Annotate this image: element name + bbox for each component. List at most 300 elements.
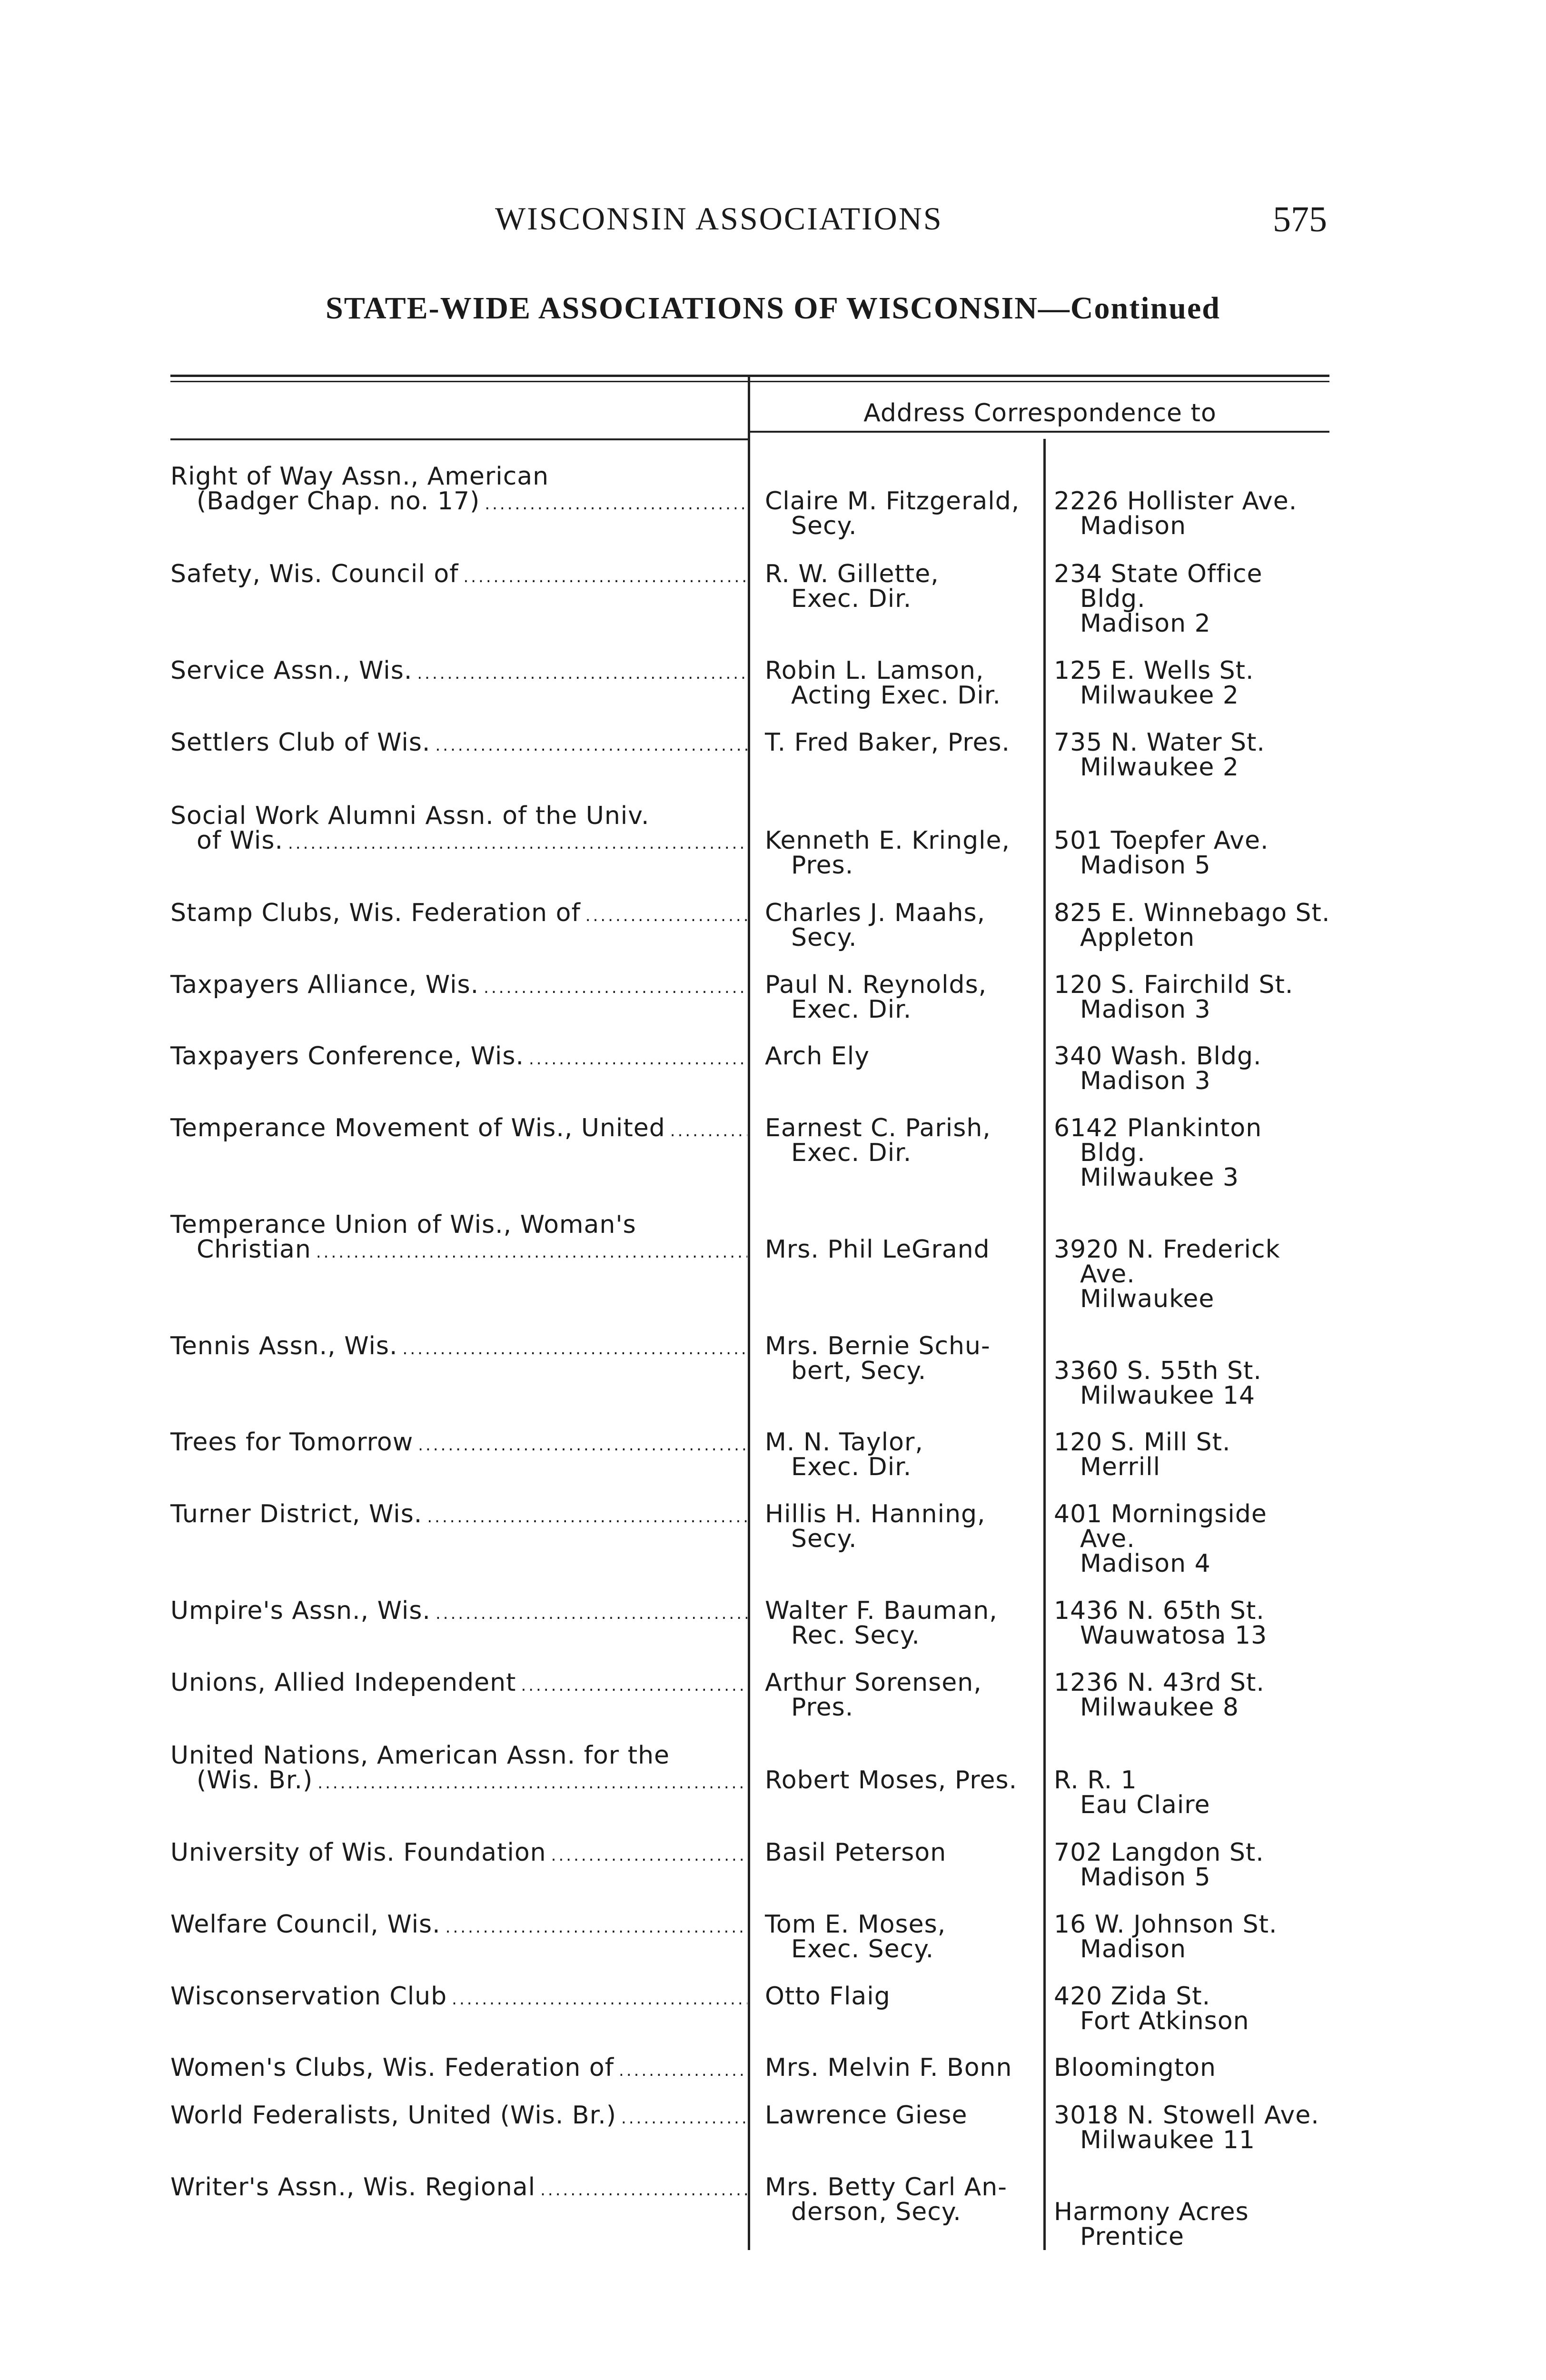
contact-address-text: Appleton [1080,923,1195,952]
contact-person-line [765,1455,1042,1479]
contact-address-line [1054,828,1339,853]
dot-leader [317,1768,747,1795]
contact-address-line [1054,1044,1339,1069]
organization-name-text: Temperance Movement of Wis., United [170,1114,665,1142]
organization-name-text: Welfare Council, Wis. [170,1910,441,1939]
dot-leader [521,1670,747,1698]
organization-name-line [170,2055,747,2080]
contact-address-text: Milwaukee 3 [1080,1163,1239,1192]
dot-leader [529,1044,747,1071]
organization-name [170,1670,747,1695]
contact-address [1054,972,1339,1022]
contact-address-line [1054,562,1339,586]
contact-person-line [765,1116,1042,1140]
dot-leader [463,562,747,589]
contact-address-line [1054,1359,1339,1383]
contact-person-text: Paul N. Reynolds, [765,971,987,999]
contact-address-text: Milwaukee 11 [1080,2126,1256,2154]
contact-person-text: T. Fred Baker, Pres. [765,728,1011,757]
contact-address-text: 125 E. Wells St. [1054,656,1254,685]
contact-address [1054,562,1339,636]
organization-name-line [170,1430,747,1455]
contact-address-text: Milwaukee 8 [1080,1693,1239,1722]
organization-name [170,1840,747,1865]
contact-person-line [765,2200,1042,2224]
contact-address-text: 120 S. Mill St. [1054,1428,1231,1457]
dot-leader [619,2055,747,2083]
contact-person [765,901,1042,950]
contact-address-line [1054,1383,1339,1408]
contact-address-text: 420 Zida St. [1054,1982,1211,2011]
contact-person [765,2055,1042,2080]
organization-name-text: Christian [197,1235,311,1264]
organization-name-line [170,803,747,828]
dot-leader [621,2103,747,2131]
contact-address-line [1054,1912,1339,1937]
contact-address-line [1054,997,1339,1022]
contact-address [1054,828,1339,878]
contact-person [765,658,1042,708]
contact-address-text: Madison [1080,512,1187,540]
contact-person-line [765,1598,1042,1623]
dot-leader [418,1430,747,1458]
organization-name-text: World Federalists, United (Wis. Br.) [170,2101,617,2130]
contact-person-text: Exec. Dir. [791,1453,912,1481]
organization-name-line [170,1670,747,1695]
organization-name-line [170,1116,747,1140]
organization-name-line [170,1984,747,2009]
contact-address-line [1054,2200,1339,2224]
contact-address [1054,1912,1339,1962]
contact-person-text: Exec. Dir. [791,995,912,1024]
organization-name [170,2103,747,2128]
contact-person [765,1840,1042,1865]
contact-address-line [1054,853,1339,878]
organization-name [170,1984,747,2009]
contact-person [765,730,1042,755]
organization-name-text: Taxpayers Conference, Wis. [170,1042,524,1071]
dot-leader [452,1984,747,2012]
contact-person-line [765,1937,1042,1962]
contact-address-text: Madison 3 [1080,1067,1211,1095]
contact-address [1054,658,1339,708]
contact-address-text: Madison [1080,1935,1187,1964]
contact-person-text: Arthur Sorensen, [765,1668,982,1697]
contact-person [765,2103,1042,2128]
contact-person [765,1044,1042,1069]
contact-person-text: Rec. Secy. [791,1621,920,1650]
contact-person-line [765,730,1042,755]
contact-address-text: Ave. [1080,1260,1135,1289]
contact-address-line [1054,489,1339,514]
organization-name [170,1212,747,1262]
contact-address [1054,1840,1339,1890]
contact-address-text: 735 N. Water St. [1054,728,1265,757]
contact-person-line [765,1912,1042,1937]
organization-name [170,730,747,755]
organization-name-text: (Badger Chap. no. 17) [197,487,480,516]
organization-name-line [170,2175,747,2200]
contact-person [765,972,1042,1022]
contact-address-text: 501 Toepfer Ave. [1054,826,1269,855]
contact-address-text: Milwaukee 14 [1080,1381,1256,1410]
contact-person-line [765,1623,1042,1648]
contact-address-text: Milwaukee [1080,1285,1215,1313]
contact-person-text: Acting Exec. Dir. [791,681,1001,710]
organization-name-text: Right of Way Assn., American [170,462,549,491]
contact-address-line [1054,1455,1339,1479]
contact-address-line [1054,925,1339,950]
contact-person-text: Mrs. Phil LeGrand [765,1235,990,1264]
contact-address [1054,1598,1339,1648]
organization-name-line [170,901,747,925]
contact-address-line [1054,972,1339,997]
organization-name-line [170,828,747,853]
contact-person-line [765,2055,1042,2080]
contact-person-text: Earnest C. Parish, [765,1114,991,1142]
contact-address-line [1054,514,1339,538]
contact-person-line [765,1984,1042,2009]
organization-name-text: Unions, Allied Independent [170,1668,516,1697]
organization-name-text: (Wis. Br.) [197,1766,313,1795]
dot-leader [417,658,747,686]
organization-name-text: Taxpayers Alliance, Wis. [170,971,479,999]
organization-name [170,658,747,683]
contact-address-line [1054,1793,1339,1817]
contact-address [1054,1502,1339,1576]
organization-name-line [170,464,747,489]
contact-person-text: Mrs. Bernie Schu- [765,1332,991,1360]
contact-person-text: derson, Secy. [791,2198,961,2226]
dot-leader [427,1502,747,1529]
contact-person-text: Charles J. Maahs, [765,899,986,927]
contact-address-text: Merrill [1080,1453,1161,1481]
contact-address-text: Bldg. [1080,585,1146,613]
contact-person-text: bert, Secy. [791,1357,927,1385]
contact-person [765,1237,1042,1262]
contact-address-line [1054,1430,1339,1455]
contact-address-text: 825 E. Winnebago St. [1054,899,1330,927]
organization-name [170,1598,747,1623]
column-header: Address Correspondence to [863,399,1217,427]
organization-name [170,464,747,514]
contact-person [765,1768,1042,1793]
dot-leader [288,828,747,856]
contact-address-line [1054,730,1339,755]
organization-name [170,1044,747,1069]
contact-address-text: 340 Wash. Bldg. [1054,1042,1262,1071]
organization-name-text: Tennis Assn., Wis. [170,1332,398,1360]
contact-address-line [1054,1598,1339,1623]
contact-address-text: Eau Claire [1080,1791,1210,1819]
contact-address-text: Wauwatosa 13 [1080,1621,1268,1650]
contact-person-line [765,997,1042,1022]
contact-address-text: Madison 3 [1080,995,1211,1024]
contact-address-text: 702 Langdon St. [1054,1838,1264,1867]
contact-person-text: Pres. [791,851,854,880]
contact-person-line [765,853,1042,878]
organization-name-text: Temperance Union of Wis., Woman's [170,1210,636,1239]
contact-person-line [765,1768,1042,1793]
contact-person-text: Secy. [791,923,857,952]
contact-address-line [1054,1695,1339,1720]
contact-person [765,562,1042,611]
organization-name [170,901,747,925]
organization-name-text: Safety, Wis. Council of [170,560,459,588]
contact-person-text: Pres. [791,1693,854,1722]
organization-name [170,1743,747,1793]
contact-person-line [765,1334,1042,1359]
contact-address-line [1054,1140,1339,1165]
contact-address-text: Milwaukee 2 [1080,681,1239,710]
contact-person-text: Exec. Dir. [791,1139,912,1167]
page-title: WISCONSIN ASSOCIATIONS [495,200,943,237]
contact-person-text: M. N. Taylor, [765,1428,923,1457]
organization-name [170,562,747,586]
contact-address [1054,1116,1339,1190]
contact-address-line [1054,1502,1339,1527]
organization-name-line [170,658,747,683]
contact-person-line [765,658,1042,683]
contact-address-line [1054,1165,1339,1190]
organization-name [170,1912,747,1937]
contact-address-line [1054,611,1339,636]
contact-address-line [1054,1937,1339,1962]
organization-name-line [170,1840,747,1865]
contact-address-text: Ave. [1080,1525,1135,1553]
contact-address [1054,1984,1339,2033]
contact-address-line [1054,1984,1339,2009]
contact-person-text: Otto Flaig [765,1982,891,2011]
organization-name-text: Turner District, Wis. [170,1500,423,1528]
organization-name-line [170,1912,747,1937]
organization-name-text: Writer's Assn., Wis. Regional [170,2173,536,2202]
contact-person-line [765,586,1042,611]
contact-person-line [765,2103,1042,2128]
contact-address-text: 3018 N. Stowell Ave. [1054,2101,1319,2130]
contact-person-line [765,1044,1042,1069]
contact-address-line [1054,1623,1339,1648]
organization-name-text: Settlers Club of Wis. [170,728,431,757]
contact-address [1054,2103,1339,2152]
contact-address-line [1054,1069,1339,1093]
contact-person-text: Walter F. Bauman, [765,1597,998,1625]
contact-person-text: Exec. Secy. [791,1935,934,1964]
contact-person [765,1334,1042,1383]
organization-name [170,1502,747,1527]
contact-address [1054,2200,1339,2249]
organization-name-line [170,1598,747,1623]
contact-address [1054,1430,1339,1479]
contact-person-line [765,1670,1042,1695]
contact-address-text: Harmony Acres [1054,2198,1249,2226]
contact-address [1054,1768,1339,1817]
contact-address-text: R. R. 1 [1054,1766,1137,1795]
dot-leader [540,2175,747,2202]
contact-person [765,1598,1042,1648]
contact-address-text: Prentice [1080,2222,1185,2251]
contact-person-line [765,901,1042,925]
contact-person-line [765,489,1042,514]
contact-address-text: 1436 N. 65th St. [1054,1597,1265,1625]
contact-person-line [765,972,1042,997]
contact-address-line [1054,1527,1339,1551]
contact-address-text: Milwaukee 2 [1080,753,1239,782]
contact-address-text: Madison 2 [1080,609,1211,638]
contact-person-text: Tom E. Moses, [765,1910,946,1939]
contact-address [1054,1237,1339,1311]
contact-person-line [765,1502,1042,1527]
contact-address [1054,2055,1339,2080]
organization-name-line [170,730,747,755]
contact-address-text: 234 State Office [1054,560,1263,588]
contact-address-line [1054,1237,1339,1262]
contact-address-line [1054,755,1339,780]
contact-address-line [1054,2103,1339,2128]
contact-person [765,2175,1042,2224]
contact-person [765,1116,1042,1165]
contact-person [765,1984,1042,2009]
contact-person [765,1502,1042,1551]
organization-name-line [170,1237,747,1262]
page-number: 575 [1273,199,1327,239]
contact-address-line [1054,1840,1339,1865]
contact-address-text: Madison 4 [1080,1549,1211,1578]
contact-person-text: Robert Moses, Pres. [765,1766,1018,1795]
section-subtitle: STATE-WIDE ASSOCIATIONS OF WISCONSIN—Continued [326,291,1220,326]
contact-person-line [765,1430,1042,1455]
contact-address-line [1054,1262,1339,1287]
organization-name-line [170,1768,747,1793]
contact-address [1054,1359,1339,1408]
contact-person-text: R. W. Gillette, [765,560,939,588]
contact-address-line [1054,1865,1339,1890]
contact-person [765,489,1042,538]
organization-name-text: Social Work Alumni Assn. of the Univ. [170,802,650,830]
contact-person-text: Basil Peterson [765,1838,947,1867]
contact-address [1054,901,1339,950]
contact-address-text: Madison 5 [1080,851,1211,880]
organization-name-text: Service Assn., Wis. [170,656,413,685]
organization-name-line [170,1502,747,1527]
dot-leader [446,1912,747,1940]
organization-name-line [170,562,747,586]
contact-address-text: 401 Morningside [1054,1500,1267,1528]
contact-person [765,828,1042,878]
contact-address-line [1054,1768,1339,1793]
column-divider-2 [1043,439,1046,2250]
organization-name-line [170,1212,747,1237]
header-rule-right [750,431,1329,433]
contact-address-line [1054,2055,1339,2080]
contact-person-text: Kenneth E. Kringle, [765,826,1011,855]
contact-person-text: Mrs. Melvin F. Bonn [765,2053,1012,2082]
contact-person-line [765,1527,1042,1551]
contact-address-line [1054,2224,1339,2249]
contact-person-line [765,683,1042,708]
dot-leader [436,1598,747,1626]
contact-address-text: 1236 N. 43rd St. [1054,1668,1265,1697]
contact-address [1054,730,1339,780]
header-rule-left [170,438,748,440]
contact-address-line [1054,1116,1339,1140]
organization-name-line [170,2103,747,2128]
contact-person-line [765,562,1042,586]
contact-person-text: Exec. Dir. [791,585,912,613]
organization-name-line [170,1743,747,1768]
organization-name-text: United Nations, American Assn. for the [170,1741,670,1770]
organization-name-text: Umpire's Assn., Wis. [170,1597,431,1625]
contact-address-line [1054,1287,1339,1311]
organization-name [170,2055,747,2080]
organization-name-text: Trees for Tomorrow [170,1428,414,1457]
organization-name-text: Wisconservation Club [170,1982,447,2011]
contact-address-text: 16 W. Johnson St. [1054,1910,1278,1939]
contact-person-line [765,1140,1042,1165]
dot-leader [484,972,747,1000]
contact-address-text: Bloomington [1054,2053,1216,2082]
dot-leader [435,730,747,758]
contact-person-text: Hillis H. Hanning, [765,1500,986,1528]
organization-name [170,1116,747,1140]
contact-person-text: Mrs. Betty Carl An- [765,2173,1007,2202]
contact-person-line [765,514,1042,538]
organization-name-text: University of Wis. Foundation [170,1838,546,1867]
contact-address-text: 3920 N. Frederick [1054,1235,1280,1264]
contact-address-line [1054,2128,1339,2152]
contact-address-line [1054,683,1339,708]
contact-person [765,1670,1042,1720]
organization-name [170,1430,747,1455]
contact-person [765,1430,1042,1479]
contact-person-text: Lawrence Giese [765,2101,968,2130]
dot-leader [316,1237,747,1265]
contact-address-line [1054,658,1339,683]
contact-address-line [1054,2009,1339,2033]
organization-name-text: Stamp Clubs, Wis. Federation of [170,899,581,927]
contact-person-text: Arch Ely [765,1042,870,1071]
organization-name-line [170,1044,747,1069]
contact-person-text: Secy. [791,1525,857,1553]
dot-leader [403,1334,747,1361]
contact-address-text: Fort Atkinson [1080,2007,1249,2035]
contact-address-line [1054,1670,1339,1695]
contact-address-line [1054,586,1339,611]
organization-name [170,803,747,853]
contact-person-text: Robin L. Lamson, [765,656,984,685]
contact-address-line [1054,1551,1339,1576]
contact-address-text: 120 S. Fairchild St. [1054,971,1294,999]
contact-person-line [765,1695,1042,1720]
contact-address [1054,1044,1339,1093]
contact-address [1054,1670,1339,1720]
contact-person-text: Secy. [791,512,857,540]
dot-leader [551,1840,747,1868]
contact-address-text: Bldg. [1080,1139,1146,1167]
dot-leader [485,489,747,516]
organization-name-text: Women's Clubs, Wis. Federation of [170,2053,614,2082]
contact-person-line [765,1840,1042,1865]
contact-person-line [765,925,1042,950]
contact-person-line [765,1359,1042,1383]
organization-name-line [170,489,747,514]
organization-name-text: of Wis. [197,826,283,855]
organization-name-line [170,972,747,997]
contact-address-line [1054,901,1339,925]
contact-address [1054,489,1339,538]
dot-leader [585,901,747,928]
dot-leader [670,1116,747,1143]
